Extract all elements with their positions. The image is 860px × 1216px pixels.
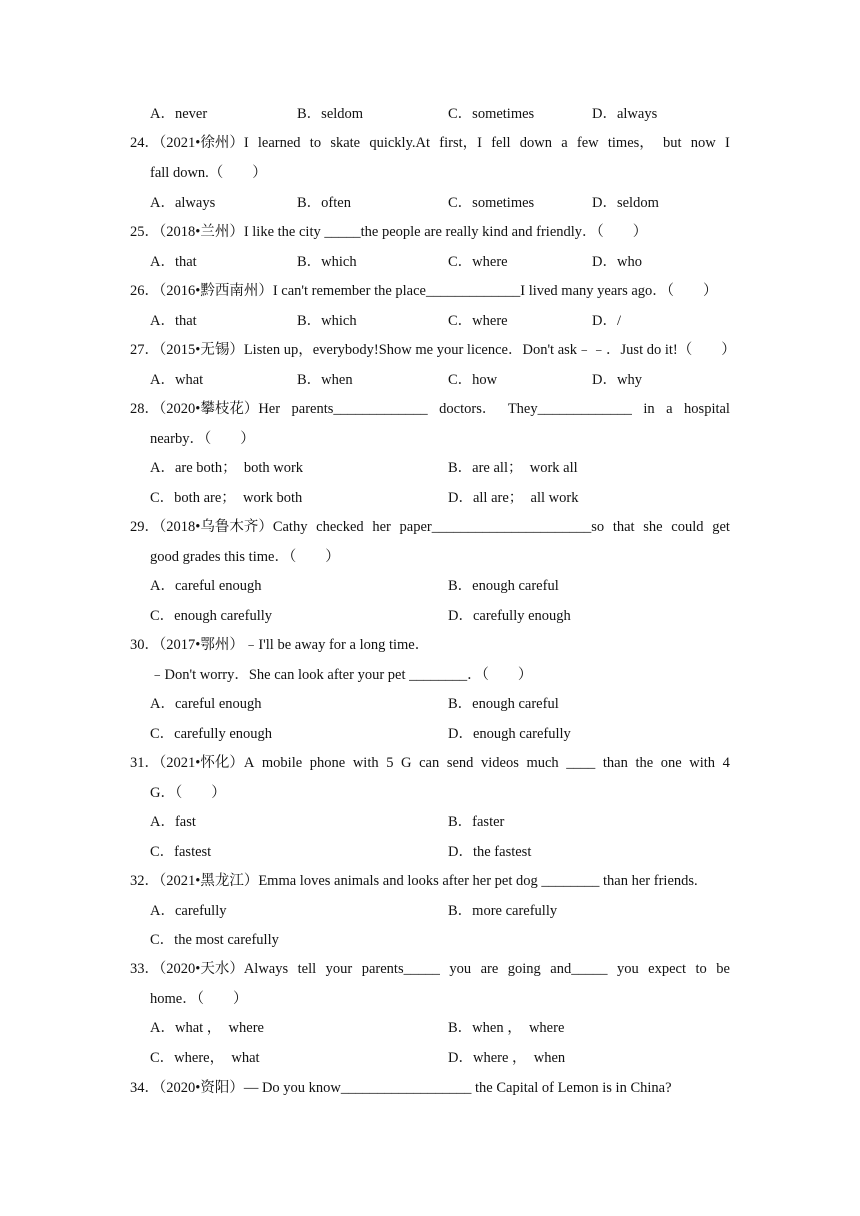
option-b[interactable]: B．seldom	[297, 106, 364, 122]
option-c[interactable]: C．where	[448, 254, 508, 270]
option-b[interactable]: B．enough careful	[448, 696, 559, 712]
option-b[interactable]: B．which	[297, 254, 357, 270]
option-b[interactable]: B．enough careful	[448, 578, 559, 594]
option-a[interactable]: A．what	[150, 372, 204, 388]
option-a[interactable]: A．never	[150, 106, 208, 122]
question-24-stem-line1: 24．（2021•徐州）I learned to skate quickly.At first，I fell down a few times， but now I	[130, 135, 730, 151]
option-c[interactable]: C．both are； work both	[150, 490, 303, 506]
option-d[interactable]: D．seldom	[592, 195, 659, 211]
option-b[interactable]: B．faster	[448, 814, 505, 830]
question-32-stem: 32．（2021•黑龙江）Emma loves animals and looks after her pet dog ________ than her friends.	[130, 873, 698, 889]
question-25-stem: 25．（2018•兰州）I like the city _____the people are really kind and friendly．（ ）	[130, 224, 648, 240]
question-29-stem-line1: 29．（2018•乌鲁木齐）Cathy checked her paper______________________so that she could get	[130, 519, 730, 535]
question-31-stem-line1: 31．（2021•怀化）A mobile phone with 5 G can send videos much ____ than the one with 4	[130, 755, 730, 771]
option-b[interactable]: B．are all； work all	[448, 460, 578, 476]
option-a[interactable]: A．carefully	[150, 903, 227, 919]
question-33-stem-line2: home．（ ）	[150, 991, 248, 1007]
option-a[interactable]: A．careful enough	[150, 578, 262, 594]
option-d[interactable]: D．who	[592, 254, 642, 270]
option-d[interactable]: D．enough carefully	[448, 726, 571, 742]
option-b[interactable]: B．when	[297, 372, 353, 388]
option-d[interactable]: D．all are； all work	[448, 490, 579, 506]
option-c[interactable]: C．the most carefully	[150, 932, 279, 948]
option-c[interactable]: C．carefully enough	[150, 726, 273, 742]
question-28-stem-line2: nearby．（ ）	[150, 431, 255, 447]
question-33-stem-line1: 33．（2020•天水）Always tell your parents_____ you are going and_____ you expect to be	[130, 961, 730, 977]
option-c[interactable]: C．sometimes	[448, 195, 535, 211]
option-c[interactable]: C．how	[448, 372, 498, 388]
question-31-stem-line2: G．（ ）	[150, 785, 226, 801]
option-a[interactable]: A．that	[150, 254, 197, 270]
question-27-stem: 27．（2015•无锡）Listen up，everybody!Show me your licence．Don't ask﹣﹣．Just do it!（ ）	[130, 342, 736, 358]
question-34-stem: 34．（2020•资阳）— Do you know__________________ the Capital of Lemon is in China?	[130, 1080, 672, 1096]
option-c[interactable]: C．where， what	[150, 1050, 260, 1066]
option-d[interactable]: D．always	[592, 106, 658, 122]
option-c[interactable]: C．sometimes	[448, 106, 535, 122]
option-a[interactable]: A．what ， where	[150, 1020, 264, 1036]
option-d[interactable]: D．the fastest	[448, 844, 532, 860]
question-28-stem-line1: 28．（2020•攀枝花）Her parents_____________ doctors． They_____________ in a hospital	[130, 401, 730, 417]
question-30-stem-line2: ﹣Don't worry．She can look after your pet ________．（ ）	[150, 667, 533, 683]
question-29-stem-line2: good grades this time．（ ）	[150, 549, 340, 565]
option-c[interactable]: C．fastest	[150, 844, 212, 860]
option-b[interactable]: B．often	[297, 195, 351, 211]
option-b[interactable]: B．more carefully	[448, 903, 558, 919]
option-b[interactable]: B．which	[297, 313, 357, 329]
question-24-stem-line2: fall down.（ ）	[150, 165, 267, 181]
question-30-stem-line1: 30．（2017•鄂州）﹣I'll be away for a long time．	[130, 637, 430, 653]
option-d[interactable]: D．carefully enough	[448, 608, 571, 624]
option-c[interactable]: C．where	[448, 313, 508, 329]
option-d[interactable]: D．where ， when	[448, 1050, 566, 1066]
option-b[interactable]: B．when ， where	[448, 1020, 565, 1036]
option-a[interactable]: A．that	[150, 313, 197, 329]
question-26-stem: 26．（2016•黔西南州）I can't remember the place_____________I lived many years ago．（ ）	[130, 283, 718, 299]
option-c[interactable]: C．enough carefully	[150, 608, 273, 624]
option-a[interactable]: A．fast	[150, 814, 196, 830]
option-d[interactable]: D．/	[592, 313, 621, 329]
option-a[interactable]: A．are both； both work	[150, 460, 304, 476]
option-d[interactable]: D．why	[592, 372, 642, 388]
option-a[interactable]: A．careful enough	[150, 696, 262, 712]
option-a[interactable]: A．always	[150, 195, 216, 211]
